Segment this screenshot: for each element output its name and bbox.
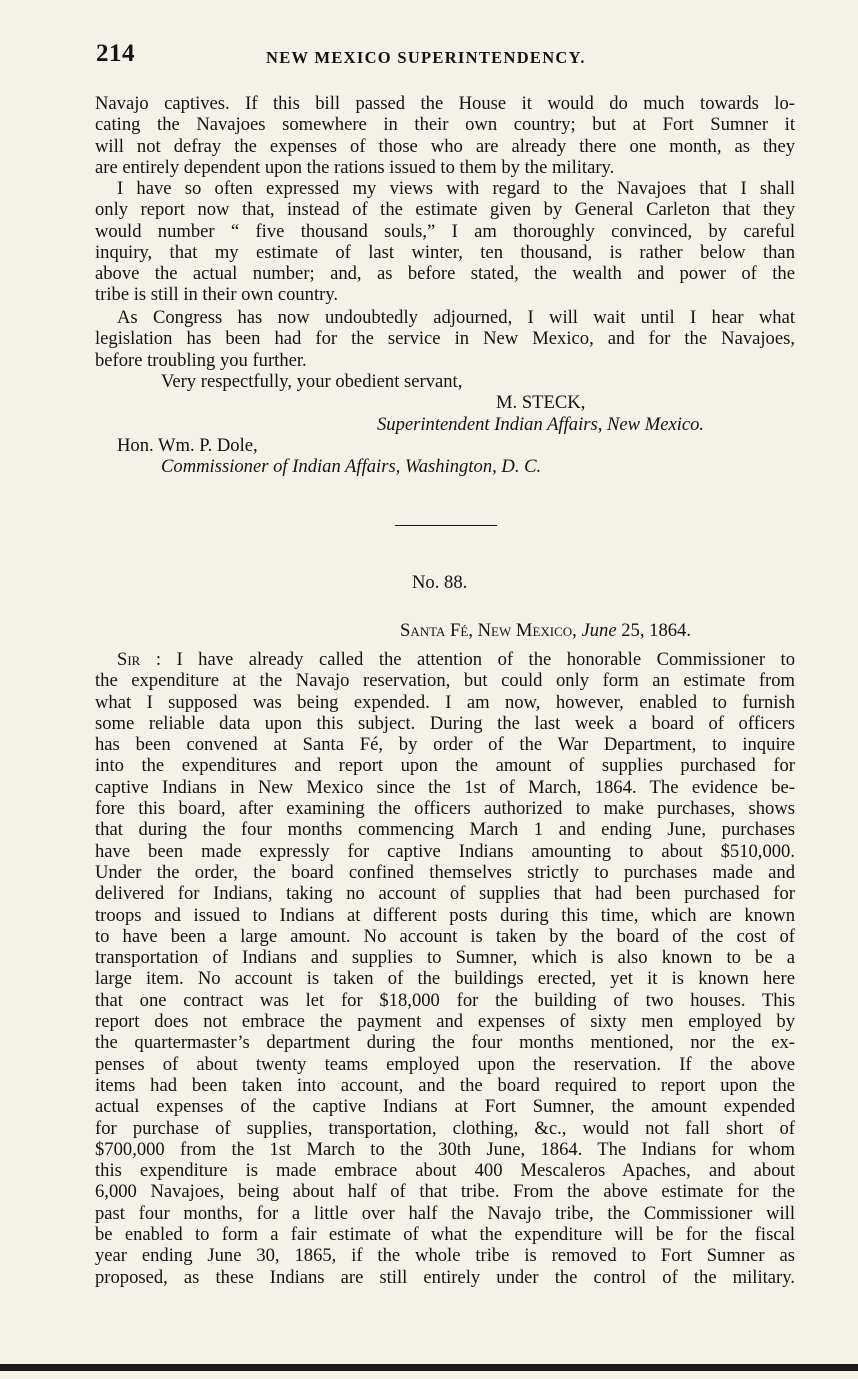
closing-block [95, 371, 795, 477]
addressee-title: Commissioner of Indian Affairs, Washington, D. C. [161, 456, 542, 478]
addressee-name: Hon. Wm. P. Dole, [117, 434, 258, 456]
text-line: some reliable data upon this subject. During the last week a board of officers [95, 712, 795, 734]
salutation: Sir : [117, 649, 161, 670]
page-header [96, 40, 796, 80]
text-line: to have been a large amount. No account is taken by the board of the cost of [95, 925, 795, 947]
text-line: that one contract was let for $18,000 for the building of two houses. This [95, 989, 795, 1011]
text-line: $700,000 from the 1st March to the 30th June, 1864. The Indians for whom [95, 1138, 795, 1160]
text-line: this expenditure is made embrace about 400 Mescaleros Apaches, and about [95, 1160, 795, 1182]
text-line: transportation of Indians and supplies to Sumner, which is also known to be a [95, 947, 795, 969]
text-line: fore this board, after examining the officers authorized to make purchases, shows [95, 798, 795, 820]
text-line: penses of about twenty teams employed upon the reservation. If the above [95, 1053, 795, 1075]
dateline-place: Santa Fé, New Mexico, [400, 620, 577, 641]
first-line-text: I have already called the attention of the honorable Commissioner to [176, 649, 796, 670]
text-line: has been convened at Santa Fé, by order of the War Department, to inquire [95, 734, 795, 756]
text-line: cating the Navajoes somewhere in their own country; but at Fort Sumner it [95, 114, 795, 136]
text-line: report does not embrace the payment and expenses of sixty men employed by [95, 1011, 795, 1033]
dateline [400, 620, 691, 642]
text-line [95, 649, 795, 670]
text-line: captive Indians in New Mexico since the 1st of March, 1864. The evidence be- [95, 776, 795, 798]
text-line: legislation has been had for the service in New Mexico, and for the Navajoes, [95, 328, 795, 350]
text-line: what I supposed was being expended. I am now, however, enabled to furnish [95, 691, 795, 713]
text-line: items had been taken into account, and the board required to report upon the [95, 1074, 795, 1096]
closing-line: Very respectfully, your obedient servant, [161, 371, 463, 392]
text-line: actual expenses of the captive Indians at Fort Sumner, the amount expended [95, 1096, 795, 1118]
paragraph-congress [95, 307, 795, 371]
paragraph-views-navajoes [95, 178, 795, 306]
paragraph-navajo-captives [95, 93, 795, 178]
dateline-day-year: 25, 1864. [621, 620, 691, 641]
letter-number: No. 88. [412, 572, 468, 593]
text-line: I have so often expressed my views with regard to the Navajoes that I shall [117, 178, 795, 199]
text-line: proposed, as these Indians are still entirely under the control of the military. [95, 1266, 795, 1288]
text-line: 6,000 Navajoes, being about half of that tribe. From the above estimate for the [95, 1181, 795, 1203]
text-line: As Congress has now undoubtedly adjourned, I will wait until I hear what [117, 307, 795, 328]
text-line: inquiry, that my estimate of last winter, ten thousand, is rather below than [95, 241, 795, 263]
text-line: the expenditure at the Navajo reservation, but could only form an estimate from [95, 670, 795, 692]
text-line: for purchase of supplies, transportation, clothing, &c., would not fall short of [95, 1117, 795, 1139]
letter-body [95, 649, 795, 1288]
text-line: Under the order, the board confined themselves strictly to purchases made and [95, 861, 795, 883]
text-line: past four months, for a little over half the Navajo tribe, the Commissioner will [95, 1202, 795, 1224]
text-line: into the expenditures and report upon the amount of supplies purchased for [95, 755, 795, 777]
text-line: tribe is still in their own country. [95, 284, 339, 306]
page-number: 214 [96, 40, 135, 67]
text-line: delivered for Indians, taking no account of supplies that had been purchased for [95, 883, 795, 905]
signature-name: M. STECK, [496, 392, 586, 414]
text-line: are entirely dependent upon the rations issued to them by the military. [95, 156, 615, 178]
text-line: be enabled to form a fair estimate of what the expenditure will be for the fiscal [95, 1224, 795, 1246]
text-line: only report now that, instead of the estimate given by General Carleton that they [95, 199, 795, 221]
text-line: Navajo captives. If this bill passed the House it would do much towards lo- [95, 93, 795, 114]
text-line: would number “ five thousand souls,” I am thoroughly convinced, by careful [95, 220, 795, 242]
text-line: will not defray the expenses of those who are already there one month, as they [95, 135, 795, 157]
dateline-month: June [581, 620, 617, 641]
text-line: large item. No account is taken of the buildings erected, yet it is known here [95, 968, 795, 990]
text-line: have been made expressly for captive Indians amounting to about $510,000. [95, 840, 795, 862]
text-line: above the actual number; and, as before stated, the wealth and power of the [95, 263, 795, 285]
text-line: year ending June 30, 1865, if the whole tribe is removed to Fort Sumner as [95, 1245, 795, 1267]
section-divider [395, 525, 497, 526]
text-line: before troubling you further. [95, 349, 307, 371]
text-line: the quartermaster’s department during the four months mentioned, nor the ex- [95, 1032, 795, 1054]
signature-title: Superintendent Indian Affairs, New Mexico. [377, 413, 705, 435]
page-bottom-edge [0, 1364, 858, 1371]
running-head: NEW MEXICO SUPERINTENDENCY. [266, 48, 586, 67]
text-line: troops and issued to Indians at different posts during this time, which are known [95, 904, 795, 926]
text-line: that during the four months commencing March 1 and ending June, purchases [95, 819, 795, 841]
